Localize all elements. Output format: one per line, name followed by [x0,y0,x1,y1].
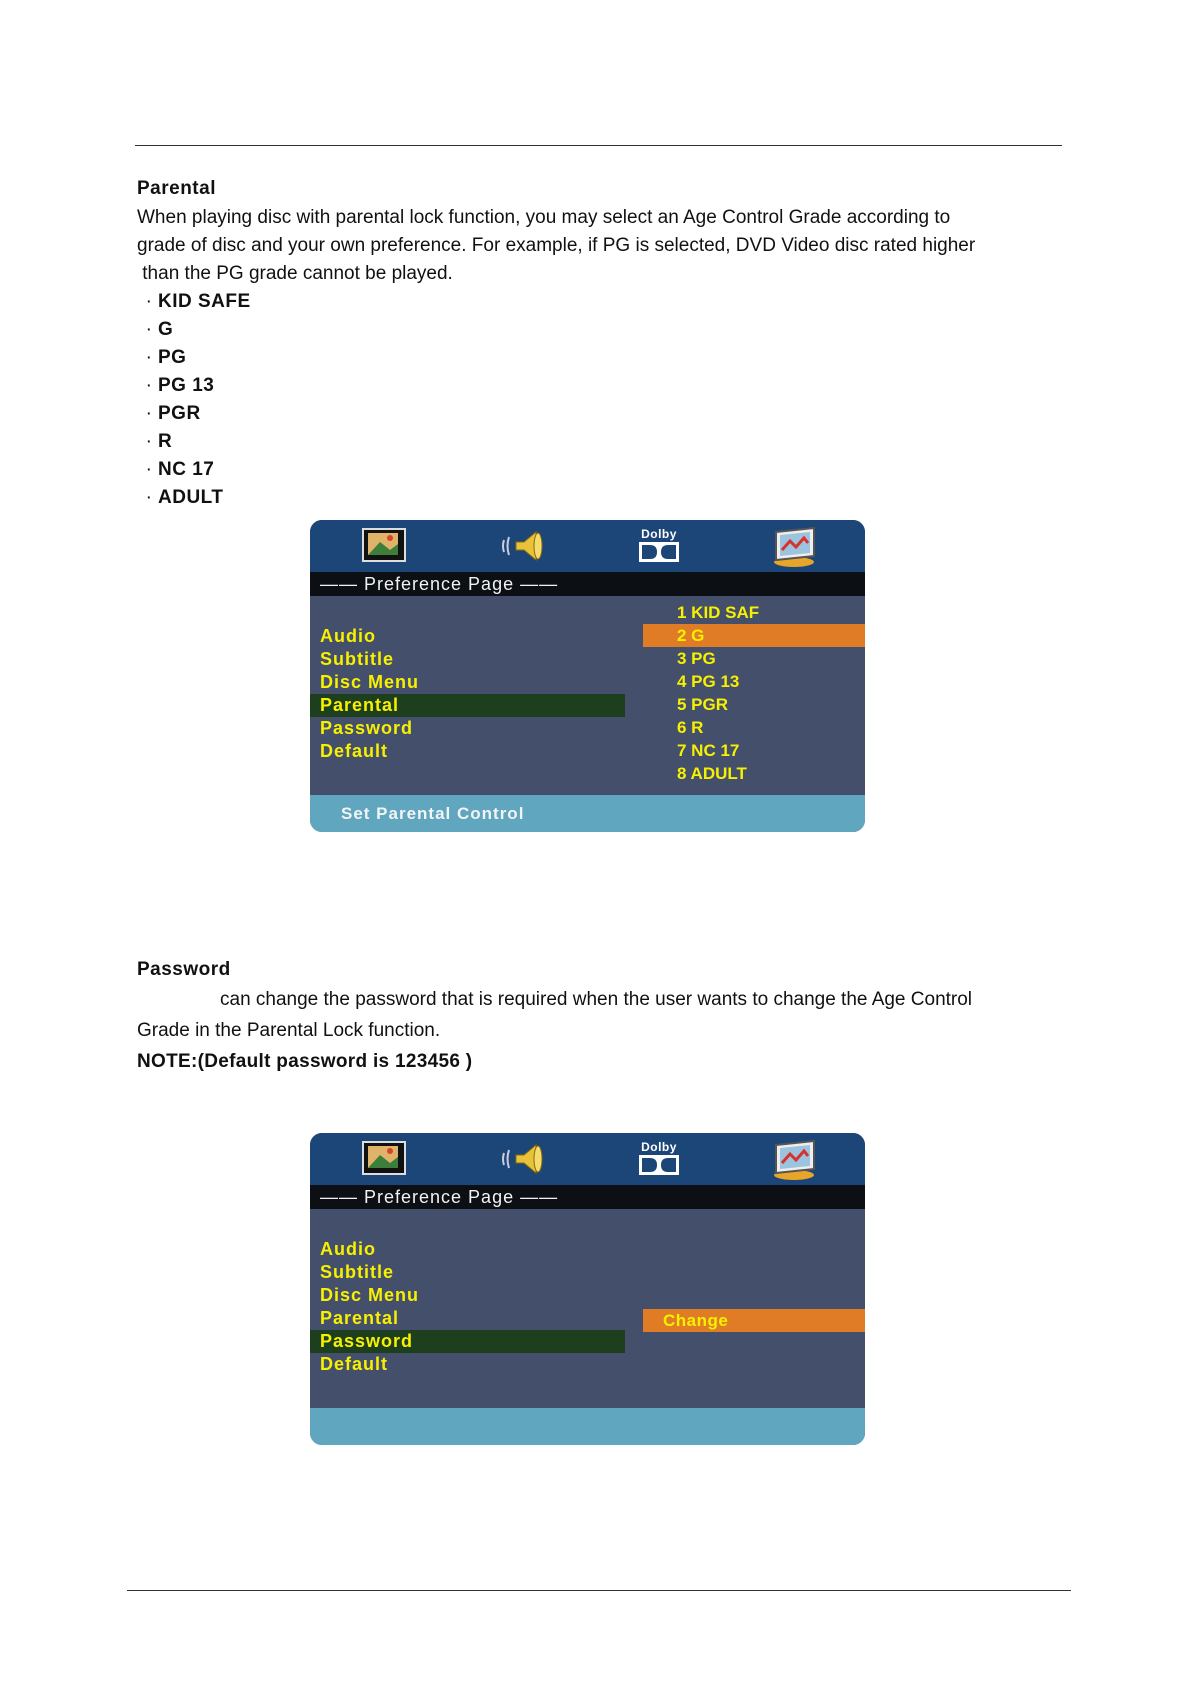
dolby-icon[interactable] [636,527,682,568]
grade-item [140,372,251,400]
option-g[interactable]: 2 G [643,624,865,647]
top-rule [135,145,1062,146]
parental-line-2: grade of disc and your own preference. For example, if PG is selected, DVD Video disc rated higher [137,235,976,256]
grade-list [140,288,251,512]
double-d-icon [638,1154,680,1176]
bullet: · [145,487,153,508]
password-note: NOTE:(Default password is 123456 ) [137,1051,473,1072]
grade-item [140,456,251,484]
osd-icon-bar [310,1133,865,1185]
bullet: · [145,291,153,312]
bullet: · [145,431,153,452]
grade-item [140,344,251,372]
osd-title-bar [310,572,865,596]
osd-status-bar [310,1408,865,1445]
preference-picture-icon[interactable] [770,526,820,568]
page-title: —— Preference Page —— [320,1187,559,1207]
menu-item-subtitle[interactable]: Subtitle [320,649,394,669]
option-pgr[interactable]: 5 PGR [677,695,729,714]
preference-picture-icon[interactable] [770,1139,820,1181]
change-password-option[interactable] [643,1309,865,1332]
grade-label: PG 13 [158,375,215,396]
osd-password-screen [310,1133,865,1445]
tv-screen-icon[interactable] [362,1141,406,1175]
menu-item-parental[interactable]: Parental [310,694,625,717]
osd-menu [310,625,630,763]
bullet: · [145,375,153,396]
grade-label: G [158,319,174,340]
status-text: Set Parental Control [341,804,525,823]
option-nc-17[interactable]: 7 NC 17 [677,741,740,760]
grade-label: NC 17 [158,459,215,480]
tv-screen-icon[interactable] [362,528,406,562]
change-label: Change [663,1311,729,1330]
grade-label: KID SAFE [158,291,251,312]
option-adult[interactable]: 8 ADULT [677,764,747,783]
osd-title-bar [310,1185,865,1209]
parental-heading: Parental [137,178,216,199]
grade-item [140,428,251,456]
dolby-label: Dolby [641,527,677,541]
dolby-label: Dolby [641,1140,677,1154]
grade-item [140,400,251,428]
password-line-2: Grade in the Parental Lock function. [137,1020,441,1041]
grade-label: PG [158,347,187,368]
grade-item [140,288,251,316]
option-kid-safe[interactable]: 1 KID SAF [677,603,760,622]
bullet: · [145,319,153,340]
menu-item-audio[interactable]: Audio [320,1239,376,1259]
osd-parental-screen [310,520,865,832]
grade-label: PGR [158,403,201,424]
osd-menu [310,1238,630,1376]
menu-item-default[interactable]: Default [320,1354,389,1374]
password-line-1: can change the password that is required when the user wants to change the Age Control [220,989,973,1010]
option-r[interactable]: 6 R [677,718,704,737]
menu-item-disc-menu[interactable]: Disc Menu [320,1285,420,1305]
grade-item [140,316,251,344]
menu-item-subtitle[interactable]: Subtitle [320,1262,394,1282]
parental-options [643,601,865,785]
speaker-icon[interactable] [500,1141,546,1177]
option-pg[interactable]: 3 PG [677,649,716,668]
menu-item-password[interactable]: Password [310,1330,625,1353]
grade-item [140,484,251,512]
speaker-icon[interactable] [500,528,546,564]
menu-item-parental[interactable]: Parental [320,1308,400,1328]
menu-item-password[interactable]: Password [320,718,414,738]
bullet: · [145,347,153,368]
osd-icon-bar [310,520,865,572]
password-heading: Password [137,959,231,980]
menu-item-default[interactable]: Default [320,741,389,761]
osd-status-bar [310,795,865,832]
option-pg-13[interactable]: 4 PG 13 [677,672,740,691]
parental-line-3: than the PG grade cannot be played. [137,263,453,284]
dolby-icon[interactable] [636,1140,682,1181]
menu-item-audio[interactable]: Audio [320,626,376,646]
grade-label: R [158,431,173,452]
bottom-rule [127,1590,1071,1591]
bullet: · [145,403,153,424]
grade-label: ADULT [158,487,224,508]
bullet: · [145,459,153,480]
page-title: —— Preference Page —— [320,574,559,594]
double-d-icon [638,541,680,563]
parental-line-1: When playing disc with parental lock function, you may select an Age Control Grade according to [137,207,951,228]
menu-item-disc-menu[interactable]: Disc Menu [320,672,420,692]
